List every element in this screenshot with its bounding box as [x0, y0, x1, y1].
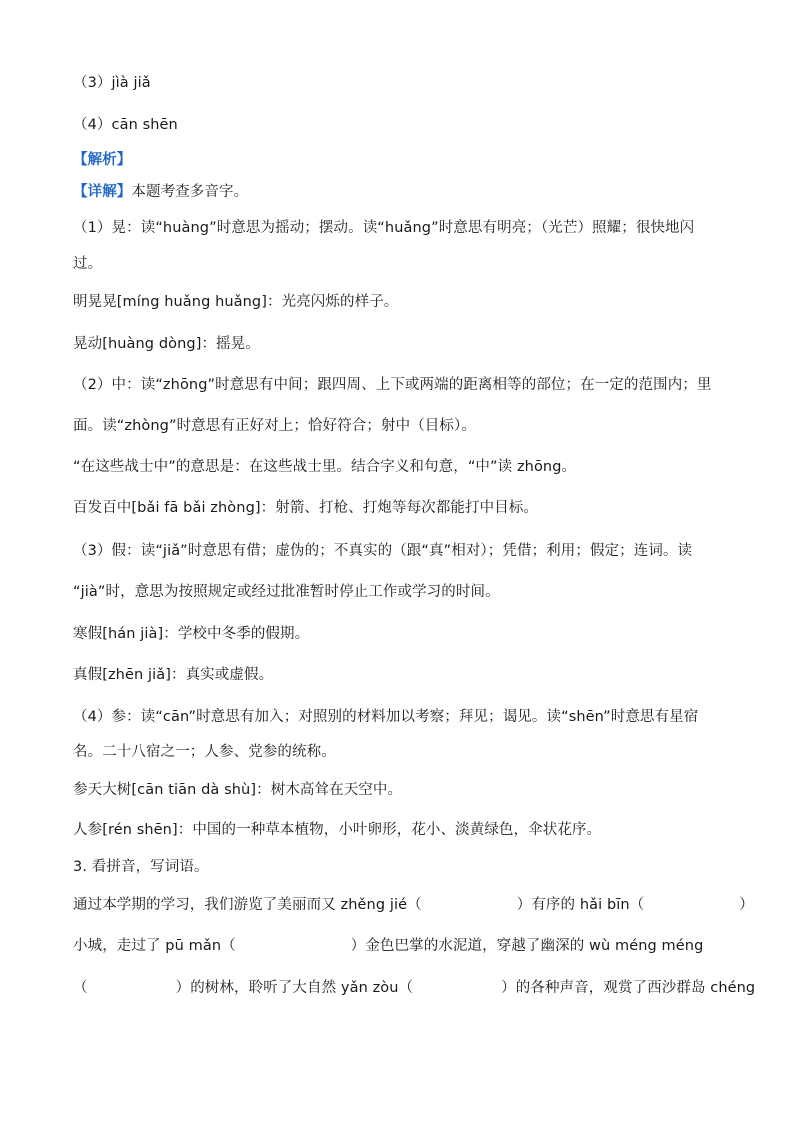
detail-label: 【详解】 [73, 184, 132, 200]
question-heading [73, 857, 725, 877]
analysis-heading: 【解析】 [73, 152, 132, 168]
q3-text-a: （ [73, 980, 88, 996]
q3-text-b: ）的树林，聆听了大自然 yǎn zòu（ [175, 980, 414, 996]
explain-5: “在这些战士中”的意思是：在这些战士里。结合字义和句意，“中”读 zhōng。 [73, 459, 577, 475]
q2-text-b: ）金色巴掌的水泥道，穿越了幽深的 wù méng méng [350, 938, 704, 954]
explain-6: 百发百中[bǎi fā bǎi zhòng]：射箭、打枪、打炮等每次都能打中目标。 [73, 500, 539, 516]
question-title: 看拼音，写词语。 [91, 859, 209, 875]
question-number: 3. [73, 859, 88, 875]
q1-text-c: ） [739, 897, 754, 913]
answer-line-3: （3）jìà jiǎ [73, 75, 151, 91]
explain-1b: 过。 [73, 256, 103, 272]
q1-text-a: 通过本学期的学习，我们游览了美丽而又 zhěng jié（ [73, 897, 422, 913]
q3-text-c: ）的各种声音，观赏了西沙群岛 chéng [501, 980, 756, 996]
answer-line-4: （4）cān shēn [73, 117, 178, 133]
explain-7b: “jià”时，意思为按照规定或经过批准暂时停止工作或学习的时间。 [73, 584, 500, 600]
q2-text-a: 小城，走过了 pū mǎn（ [73, 938, 236, 954]
explain-8: 寒假[hán jià]：学校中冬季的假期。 [73, 626, 310, 642]
explain-10a: （4）参：读“cān”时意思有加入；对照别的材料加以考察；拜见；谒见。读“shēn”时意思有星宿 [73, 709, 699, 725]
explain-10b: 名。二十八宿之一；人参、党参的统称。 [73, 744, 336, 760]
explain-4a: （2）中：读“zhōng”时意思有中间；跟四周、上下或两端的距离相等的部位；在一定的范围内；里 [73, 377, 712, 393]
explain-3: 晃动[huàng dòng]：摇晃。 [73, 336, 260, 352]
explain-4b: 面。读“zhòng”时意思有正好对上；恰好符合；射中（目标）。 [73, 418, 476, 434]
detail-line [73, 182, 725, 202]
explain-2: 明晃晃[míng huǎng huǎng]：光亮闪烁的样子。 [73, 294, 399, 310]
detail-text: 本题考查多音字。 [131, 184, 249, 200]
question-line-2 [73, 936, 725, 956]
question-line-3 [73, 978, 756, 998]
explain-11: 参天大树[cān tiān dà shù]：树木高耸在天空中。 [73, 782, 403, 798]
explain-9: 真假[zhēn jiǎ]：真实或虚假。 [73, 667, 274, 683]
explain-12: 人参[rén shēn]：中国的一种草本植物，小叶卵形，花小、淡黄绿色，伞状花序。 [73, 822, 602, 838]
explain-1a: （1）晃：读“huàng”时意思为摇动；摆动。读“huǎng”时意思有明亮；（光芒）照耀；很快地闪 [73, 220, 695, 236]
q1-text-b: ）有序的 hǎi bīn（ [516, 897, 645, 913]
question-line-1 [73, 895, 754, 915]
explain-7a: （3）假：读“jiǎ”时意思有借；虚伪的；不真实的（跟“真”相对）；凭借；利用；假定；连词。读 [73, 543, 693, 559]
